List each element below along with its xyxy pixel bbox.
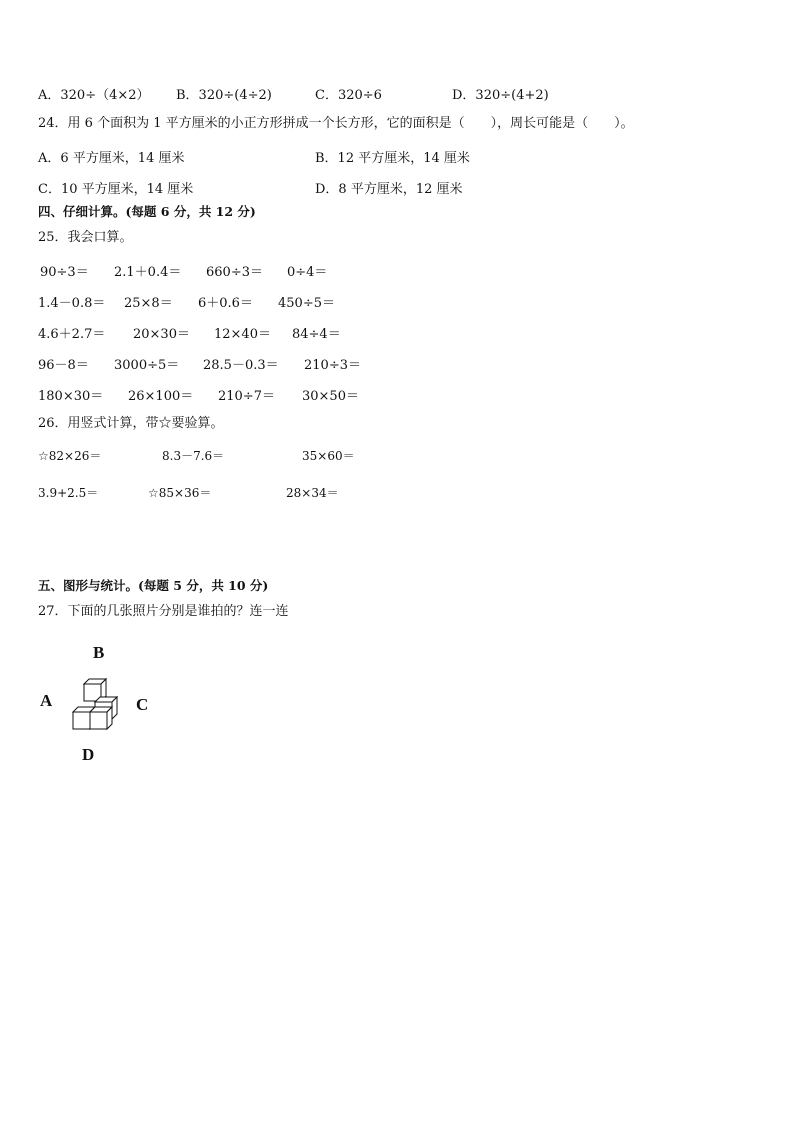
q25-item: 3000÷5＝ <box>114 358 180 373</box>
q25-item: 84÷4＝ <box>292 327 341 342</box>
q26-item: ☆82×26＝ <box>38 449 102 463</box>
q25-item: 20×30＝ <box>133 327 190 342</box>
q25-item: 30×50＝ <box>302 389 359 404</box>
q24-option-c: C．10 平方厘米，14 厘米 <box>38 182 194 197</box>
label-b: B <box>93 643 105 662</box>
section-4-title: 四、仔细计算。(每题 6 分，共 12 分) <box>38 204 256 219</box>
q26-item: 28×34＝ <box>286 486 339 500</box>
q25-item: 6＋0.6＝ <box>198 296 253 311</box>
q24-stem: 24．用 6 个面积为 1 平方厘米的小正方形拼成一个长方形，它的面积是（ ），周长可能是（ ）。 <box>38 116 634 131</box>
q25-item: 450÷5＝ <box>278 296 335 311</box>
label-d: D <box>82 745 95 764</box>
q26-item: 8.3－7.6＝ <box>162 449 225 463</box>
q23-option-c: C．320÷6 <box>315 88 382 103</box>
q25-item: 660÷3＝ <box>206 265 263 280</box>
q25-item: 25×8＝ <box>124 296 173 311</box>
q25-item: 2.1＋0.4＝ <box>114 265 182 280</box>
q25-item: 28.5－0.3＝ <box>203 358 279 373</box>
q25-item: 210÷3＝ <box>304 358 361 373</box>
q26-item: ☆85×36＝ <box>148 486 212 500</box>
q25-item: 26×100＝ <box>128 389 194 404</box>
q25-item: 90÷3＝ <box>40 265 89 280</box>
q25-item: 12×40＝ <box>214 327 271 342</box>
q23-option-b: B．320÷(4÷2) <box>176 88 272 103</box>
q26-item: 35×60＝ <box>302 449 355 463</box>
q24-option-b: B．12 平方厘米，14 厘米 <box>315 151 470 166</box>
q23-option-d: D．320÷(4+2) <box>452 88 549 103</box>
q25-item: 1.4－0.8＝ <box>38 296 106 311</box>
section-5-title: 五、图形与统计。(每题 5 分，共 10 分) <box>38 578 269 593</box>
q27-stem: 27．下面的几张照片分别是谁拍的？连一连 <box>38 604 289 619</box>
q24-option-a: A．6 平方厘米，14 厘米 <box>38 151 185 166</box>
q23-option-a: A．320÷（4×2） <box>38 88 150 103</box>
q25-item: 0÷4＝ <box>287 265 328 280</box>
q26-stem: 26．用竖式计算，带☆要验算。 <box>38 416 224 431</box>
q25-item: 180×30＝ <box>38 389 104 404</box>
cube-figure <box>68 674 124 734</box>
q25-item: 4.6＋2.7＝ <box>38 327 106 342</box>
label-a: A <box>40 691 53 710</box>
q25-stem: 25．我会口算。 <box>38 230 133 245</box>
q26-item: 3.9+2.5＝ <box>38 486 99 500</box>
label-c: C <box>136 695 149 714</box>
q25-item: 96－8＝ <box>38 358 89 373</box>
q25-item: 210÷7＝ <box>218 389 275 404</box>
q24-option-d: D．8 平方厘米，12 厘米 <box>315 182 463 197</box>
